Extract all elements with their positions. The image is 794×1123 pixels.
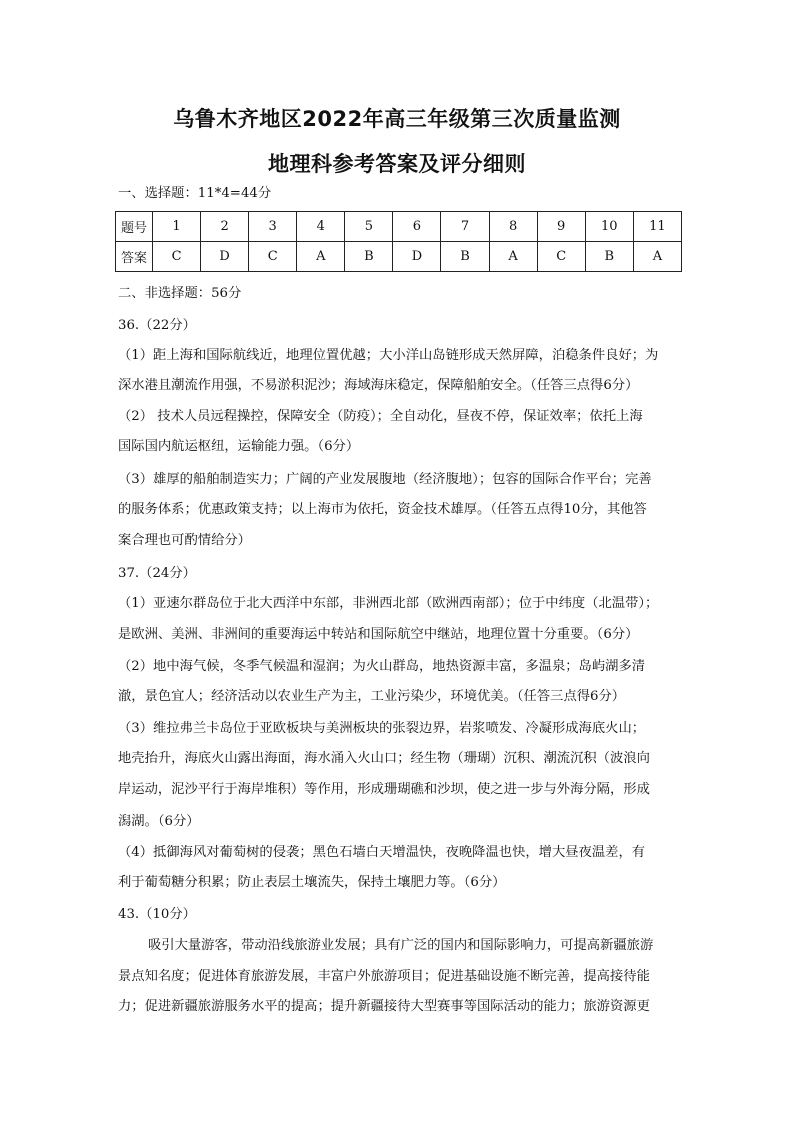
answer-cell: A [297, 242, 345, 272]
question-heading: 36.（22分） [118, 318, 196, 333]
answer-text-line: （1）距上海和国际航线近，地理位置优越；大小洋山岛链形成天然屏障，泊稳条件良好；为 [118, 348, 659, 363]
answer-text-line: （1）亚速尔群岛位于北大西洋中东部，非洲西北部（欧洲西南部）；位于中纬度（北温带）； [118, 596, 659, 611]
question-number-cell: 11 [633, 212, 681, 242]
answer-cell: B [585, 242, 633, 272]
question-heading: 43.（10分） [118, 907, 196, 922]
table-row-header: 题号 [116, 212, 153, 242]
question-number-cell: 2 [201, 212, 249, 242]
answer-text-line: （3）维拉弗兰卡岛位于亚欧板块与美洲板块的张裂边界，岩浆喷发、冷凝形成海底火山； [118, 721, 646, 736]
answer-cell: B [345, 242, 393, 272]
table-row-header: 答案 [116, 242, 153, 272]
answer-text-line: 澈，景色宜人；经济活动以农业生产为主，工业污染少，环境优美。（任答三点得6分） [118, 689, 626, 704]
question-number-cell: 3 [249, 212, 297, 242]
question-number-cell: 6 [393, 212, 441, 242]
answer-text-line: 地壳抬升，海底火山露出海面，海水涌入火山口；经生物（珊瑚）沉积、潮流沉积（波浪向 [118, 751, 650, 766]
answer-text-line: 岸运动，泥沙平行于海岸堆积）等作用，形成珊瑚礁和沙坝，使之进一步与外海分隔，形成 [118, 782, 650, 797]
answer-cell: B [441, 242, 489, 272]
question-number-cell: 8 [489, 212, 537, 242]
answer-text-line: 是欧洲、美洲、非洲间的重要海运中转站和国际航空中继站，地理位置十分重要。（6分） [118, 627, 639, 642]
answer-text-line: 力；促进新疆旅游服务水平的提高；提升新疆接待大型赛事等国际活动的能力；旅游资源更 [118, 999, 650, 1014]
answer-text-line: 吸引大量游客，带动沿线旅游业发展；具有广泛的国内和国际影响力，可提高新疆旅游 [148, 938, 654, 953]
answer-cell: D [393, 242, 441, 272]
question-number-cell: 4 [297, 212, 345, 242]
question-number-cell: 10 [585, 212, 633, 242]
question-number-cell: 7 [441, 212, 489, 242]
answer-text-line: （2） 技术人员远程操控，保障安全（防疫）；全自动化，昼夜不停，保证效率；依托上海 [118, 409, 643, 424]
answer-text-line: 景点知名度；促进体育旅游发展，丰富户外旅游项目；促进基础设施不断完善，提高接待能 [118, 969, 650, 984]
question-number-cell: 9 [537, 212, 585, 242]
answer-cell: A [633, 242, 681, 272]
answer-cell: A [489, 242, 537, 272]
answer-text-line: （2）地中海气候，冬季气候温和湿润；为火山群岛，地热资源丰富，多温泉；岛屿湖多清 [118, 659, 646, 674]
section-heading-choice: 一、选择题：11*4=44分 [118, 186, 272, 201]
answer-text-line: （4）抵御海风对葡萄树的侵袭；黑色石墙白天增温快，夜晚降温也快，增大昼夜温差，有 [118, 845, 646, 860]
answer-table [115, 211, 682, 272]
question-number-cell: 1 [153, 212, 201, 242]
document-title: 乌鲁木齐地区2022年高三年级第三次质量监测 [173, 107, 621, 131]
document-subtitle: 地理科参考答案及评分细则 [268, 152, 526, 176]
answer-text-line: 潟湖。（6分） [118, 814, 200, 829]
answer-text-line: 深水港且潮流作用强，不易淤积泥沙；海域海床稳定，保障船舶安全。（任答三点得6分） [118, 378, 639, 393]
answer-cell: D [201, 242, 249, 272]
answer-table-answer-row [116, 242, 682, 272]
answer-text-line: （3）雄厚的船舶制造实力；广阔的产业发展腹地（经济腹地）；包容的国际合作平台；完善 [118, 472, 652, 487]
answer-cell: C [153, 242, 201, 272]
answer-cell: C [249, 242, 297, 272]
question-heading: 37.（24分） [118, 566, 196, 581]
answer-text-line: 国际国内航运枢纽，运输能力强。（6分） [118, 439, 360, 454]
answer-cell: C [537, 242, 585, 272]
answer-text-line: 的服务体系；优惠政策支持；以上海市为依托，资金技术雄厚。（任答五点得10分，其他答 [118, 502, 647, 517]
answer-table-number-row [116, 212, 682, 242]
section-heading-nonchoice: 二、非选择题：56分 [118, 286, 242, 301]
question-number-cell: 5 [345, 212, 393, 242]
answer-text-line: 利于葡萄糖分积累；防止表层土壤流失，保持土壤肥力等。（6分） [118, 875, 506, 890]
answer-text-line: 案合理也可酌情给分） [118, 533, 251, 548]
